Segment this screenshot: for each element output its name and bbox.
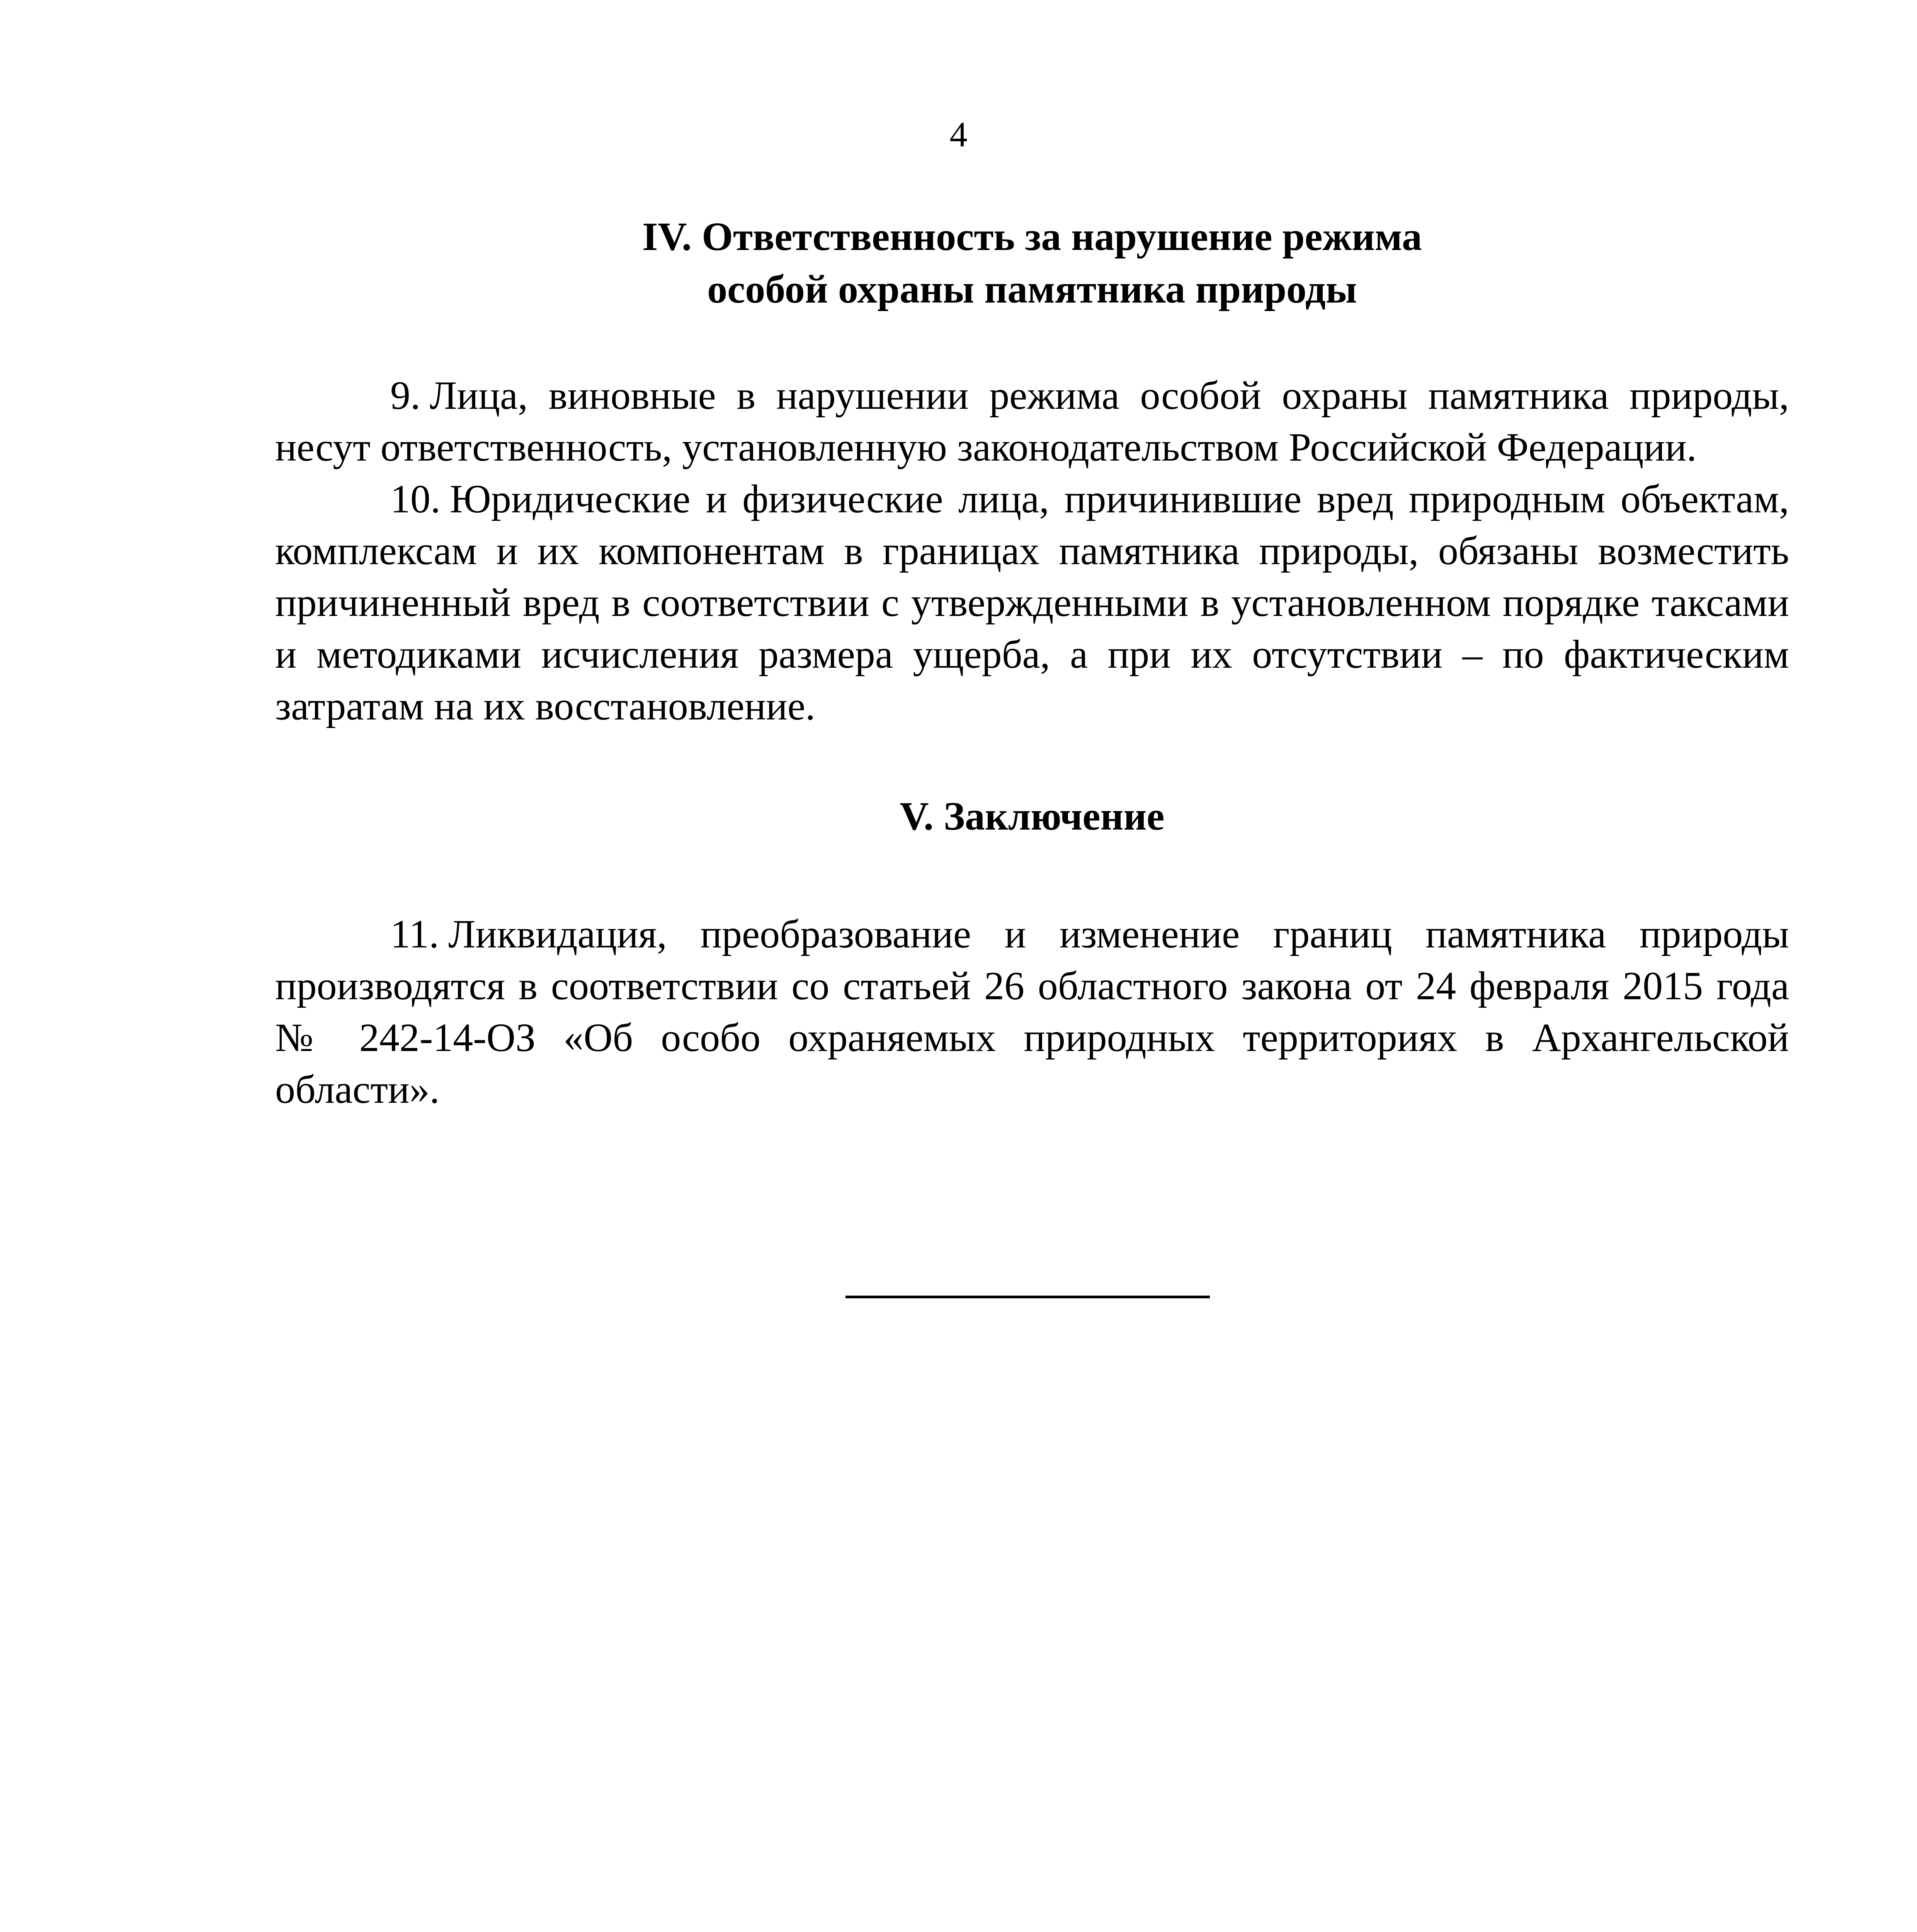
section-title-v <box>275 790 1789 843</box>
closing-divider-line <box>845 1296 1210 1298</box>
section-title-iv <box>275 211 1789 316</box>
section-title-line: V. Заключение <box>900 794 1165 838</box>
section-title-line: особой охраны памятника природы <box>707 267 1357 311</box>
paragraph-11 <box>275 908 1789 1116</box>
paragraph-number: 9. <box>390 373 420 418</box>
paragraph-text: Лица, виновные в нарушении режима особой охраны памятника природы, несут ответственность, установленную законодательством Российской Федерации. <box>275 373 1789 469</box>
paragraph-text: Ликвидация, преобразование и изменение границ памятника природы производятся в соответствии со статьей 26 областного закона от 24 февраля 2015 года № 242-14-ОЗ «Об особо охраняемых природных территориях в Архангельской области». <box>275 912 1789 1112</box>
paragraph-number: 10. <box>390 477 441 521</box>
paragraph-text: Юридические и физические лица, причинившие вред природным объектам, комплексам и их компонентам в границах памятника природы, обязаны возместить причиненный вред в соответствии с утвержденными в установленном порядке таксами и методиками исчисления размера ущерба, а при их отсутствии – по фактическим затратам на их восстановление. <box>275 477 1789 728</box>
section-title-line: IV. Ответственность за нарушение режима <box>642 214 1422 259</box>
paragraph-9 <box>275 370 1789 473</box>
paragraph-10 <box>275 473 1789 732</box>
page-number: 4 <box>949 115 968 154</box>
paragraph-number: 11. <box>390 912 439 956</box>
document-body <box>275 211 1789 1116</box>
